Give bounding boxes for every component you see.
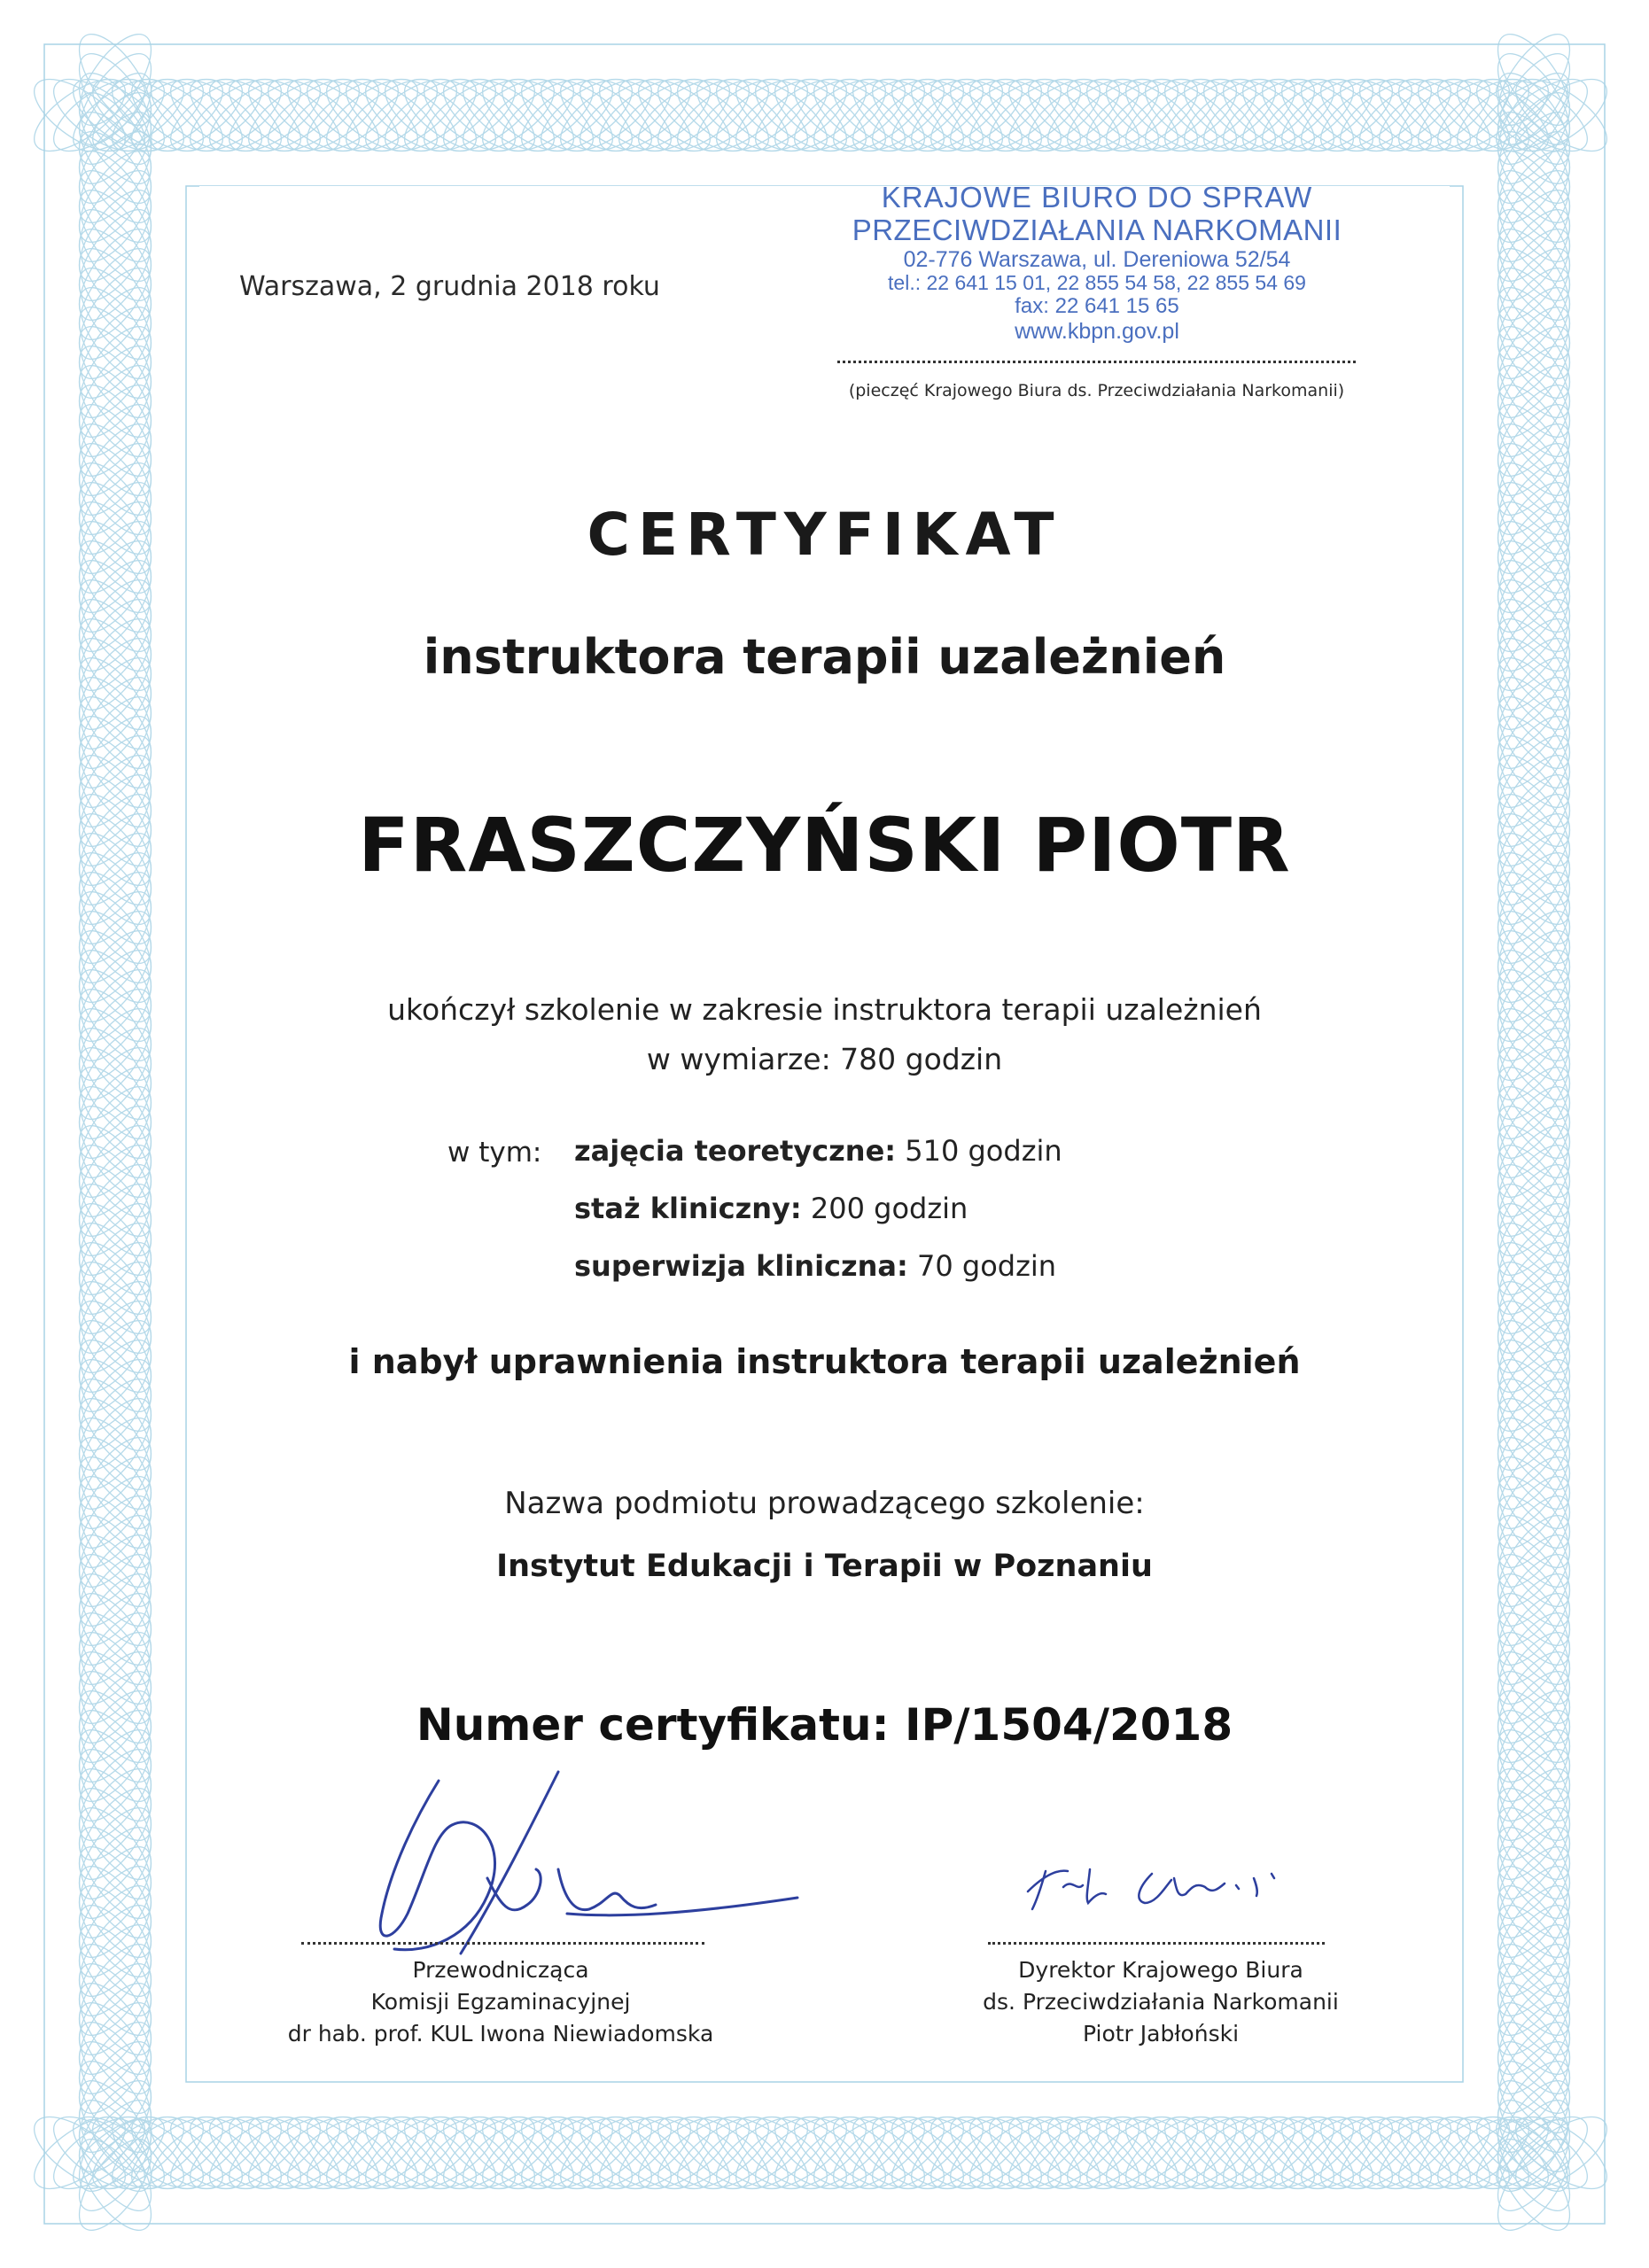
stamp-fax: fax: 22 641 15 65: [1015, 293, 1179, 318]
stamp-line-1: KRAJOWE BIURO DO SPRAW: [881, 181, 1313, 214]
right-signatory: [926, 1954, 1396, 2050]
institution-stamp: [831, 182, 1363, 344]
right-signatory-name: Piotr Jabłoński: [1082, 2021, 1240, 2047]
place-and-date: Warszawa, 2 grudnia 2018 roku: [239, 271, 660, 302]
stamp-address: 02-776 Warszawa, ul. Dereniowa 52/54: [903, 246, 1291, 272]
holder-name: FRASZCZYŃSKI PIOTR: [358, 802, 1291, 889]
certificate-number: Numer certyfikatu: IP/1504/2018: [416, 1699, 1233, 1751]
acquired-qualification-text: i nabył uprawnienia instruktora terapii uzależnień: [348, 1342, 1301, 1381]
stamp-line-2: PRZECIWDZIAŁANIA NARKOMANII: [852, 213, 1342, 246]
certificate-subtitle: instruktora terapii uzależnień: [423, 629, 1226, 685]
breakdown-row: [574, 1249, 1056, 1283]
stamp-website: www.kbpn.gov.pl: [1015, 318, 1179, 344]
right-signature-line: [988, 1942, 1325, 1945]
stamp-phone: tel.: 22 641 15 01, 22 855 54 58, 22 855 54 69: [888, 270, 1306, 294]
certificate-title: CERTYFIKAT: [587, 501, 1062, 569]
left-signature-line: [301, 1942, 704, 1945]
breakdown-row: [574, 1134, 1062, 1168]
breakdown-label: staż kliniczny:: [574, 1192, 802, 1225]
breakdown-value: 510 godzin: [905, 1134, 1062, 1168]
left-signatory-name: dr hab. prof. KUL Iwona Niewiadomska: [287, 2021, 714, 2047]
breakdown-label: zajęcia teoretyczne:: [574, 1134, 897, 1168]
breakdown-prefix: w tym:: [447, 1137, 542, 1169]
left-signatory-role: Przewodnicząca: [412, 1957, 589, 1983]
breakdown-row: [574, 1192, 968, 1225]
breakdown-value: 200 godzin: [810, 1192, 968, 1225]
right-signature: [1019, 1852, 1285, 1922]
training-scope-text: w wymiarze: 780 godzin: [646, 1042, 1003, 1076]
stamp-dotted-line: [837, 361, 1356, 363]
training-entity-label: Nazwa podmiotu prowadzącego szkolenie:: [504, 1486, 1145, 1521]
breakdown-label: superwizja kliniczna:: [574, 1249, 908, 1283]
completed-training-text: ukończył szkolenie w zakresie instruktora terapii uzależnień: [387, 992, 1262, 1027]
left-signatory-body: Komisji Egzaminacyjnej: [370, 1989, 631, 2015]
training-entity-name: Instytut Edukacji i Terapii w Poznaniu: [496, 1549, 1153, 1584]
right-signatory-role: Dyrektor Krajowego Biura: [1018, 1957, 1303, 1983]
left-signatory: [261, 1954, 740, 2050]
right-signatory-body: ds. Przeciwdziałania Narkomanii: [983, 1989, 1339, 2015]
stamp-caption: (pieczęć Krajowego Biura ds. Przeciwdziałania Narkomanii): [848, 381, 1345, 400]
breakdown-value: 70 godzin: [916, 1249, 1057, 1283]
